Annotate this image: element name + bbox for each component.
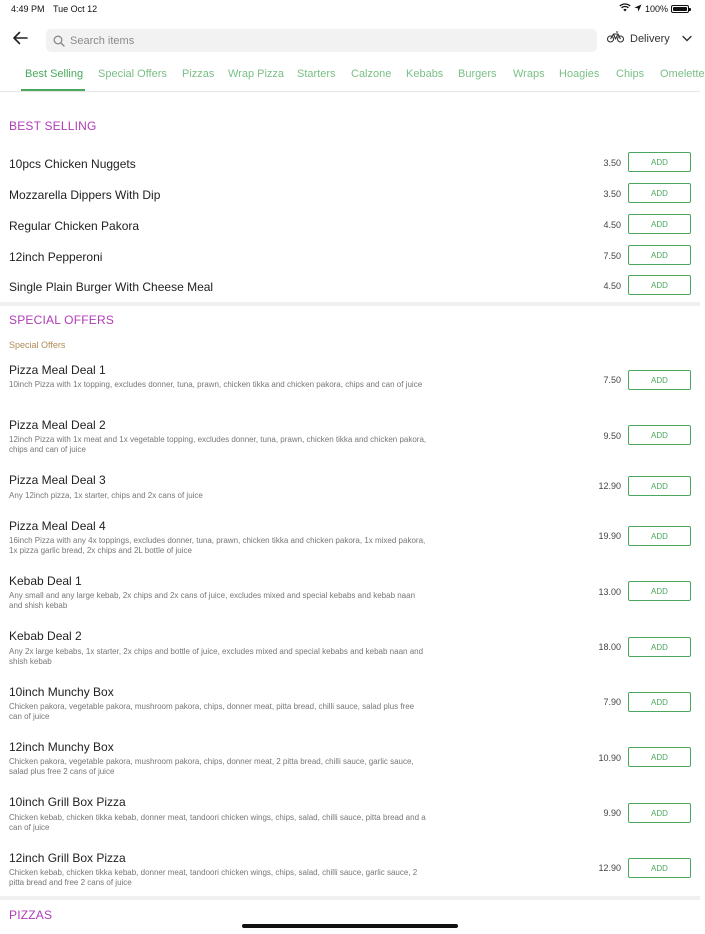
tab-omelette[interactable]: Omelette	[660, 68, 705, 80]
add-button[interactable]: ADD	[628, 476, 691, 496]
section-title-pizzas: PIZZAS	[9, 908, 53, 922]
add-button[interactable]: ADD	[628, 275, 691, 295]
section-title-best-selling: BEST SELLING	[9, 119, 97, 133]
search-bar[interactable]	[46, 29, 597, 52]
item-name: Pizza Meal Deal 2	[9, 418, 106, 432]
tab-hoagies[interactable]: Hoagies	[559, 68, 600, 80]
status-bar	[0, 0, 700, 18]
add-button[interactable]: ADD	[628, 370, 691, 390]
item-price: 10.90	[598, 753, 621, 763]
item-name: Mozzarella Dippers With Dip	[9, 188, 161, 202]
item-name: Kebab Deal 2	[9, 629, 82, 643]
item-description: Any 2x large kebabs, 1x starter, 2x chips and bottle of juice, excludes mixed and special kebabs and kebab naan and shish kebab	[9, 647, 424, 666]
add-button[interactable]: ADD	[628, 214, 691, 234]
delivery-selector[interactable]	[607, 31, 692, 46]
top-bar	[0, 26, 700, 54]
tab-special-offers[interactable]: Special Offers	[98, 68, 167, 80]
add-button[interactable]: ADD	[628, 637, 691, 657]
item-price: 12.90	[598, 863, 621, 873]
tab-best-selling[interactable]: Best Selling	[25, 68, 84, 80]
item-name: Pizza Meal Deal 1	[9, 363, 106, 377]
item-name: 12inch Pepperoni	[9, 250, 103, 264]
item-price: 9.50	[603, 431, 621, 441]
tab-calzone[interactable]: Calzone	[351, 68, 392, 80]
tab-kebabs[interactable]: Kebabs	[406, 68, 444, 80]
subsection-title: Special Offers	[9, 340, 66, 350]
item-name: 10inch Munchy Box	[9, 685, 114, 699]
tab-chips[interactable]: Chips	[616, 68, 645, 80]
chevron-down-icon	[682, 33, 692, 45]
item-price: 3.50	[603, 158, 621, 168]
item-name: Single Plain Burger With Cheese Meal	[9, 280, 214, 294]
item-price: 4.50	[603, 220, 621, 230]
item-description: Chicken kebab, chicken tikka kebab, donner meat, tandoori chicken wings, chips, salad, chilli sauce, garlic sauce, 2 pitta bread and free 2 cans of juice	[9, 868, 418, 887]
tab-wraps[interactable]: Wraps	[513, 68, 545, 80]
search-icon	[52, 34, 65, 47]
item-price: 18.00	[598, 642, 621, 652]
add-button[interactable]: ADD	[628, 581, 691, 601]
item-name: 10pcs Chicken Nuggets	[9, 157, 136, 171]
tab-burgers[interactable]: Burgers	[458, 68, 497, 80]
tab-wrap-pizza[interactable]: Wrap Pizza	[228, 68, 285, 80]
item-price: 12.90	[598, 481, 621, 491]
delivery-label: Delivery	[630, 32, 670, 45]
item-price: 7.50	[603, 375, 621, 385]
home-indicator	[242, 924, 458, 928]
battery-percent: 100%	[644, 3, 668, 14]
item-name: 10inch Grill Box Pizza	[9, 795, 126, 809]
item-price: 4.50	[603, 281, 621, 291]
item-price: 7.90	[603, 697, 621, 707]
item-price: 19.90	[598, 531, 621, 541]
item-description: Any small and any large kebab, 2x chips and 2x cans of juice, excludes mixed and special kebabs and kebab naan and shish kebab	[9, 591, 416, 610]
add-button[interactable]: ADD	[628, 183, 691, 203]
item-price: 3.50	[603, 189, 621, 199]
status-date: Tue Oct 12	[53, 4, 98, 14]
add-button[interactable]: ADD	[628, 803, 691, 823]
status-time: 4:49 PM	[11, 4, 45, 14]
item-description: 16inch Pizza with any 4x toppings, excludes donner, tuna, prawn, chicken tikka and chicken pakora, 1x mixed pakora, 1x pizza garlic bread, 2x chips and 2L bottle of juice	[9, 536, 426, 555]
item-description: Chicken kebab, chicken tikka kebab, donner meat, tandoori chicken wings, chips, salad, chilli sauce, pitta bread and a can of juice	[9, 813, 426, 832]
add-button[interactable]: ADD	[628, 425, 691, 445]
item-description: Chicken pakora, vegetable pakora, mushroom pakora, chips, donner meat, pitta bread, chilli sauce, salad plus free can of juice	[9, 702, 415, 721]
add-button[interactable]: ADD	[628, 692, 691, 712]
item-name: Regular Chicken Pakora	[9, 219, 140, 233]
search-input[interactable]	[70, 35, 570, 47]
add-button[interactable]: ADD	[628, 526, 691, 546]
active-tab-indicator	[21, 89, 85, 91]
tab-pizzas[interactable]: Pizzas	[182, 68, 215, 80]
item-price: 9.90	[603, 808, 621, 818]
add-button[interactable]: ADD	[628, 152, 691, 172]
add-button[interactable]: ADD	[628, 245, 691, 265]
tab-starters[interactable]: Starters	[297, 68, 336, 80]
battery-icon	[671, 5, 689, 13]
bicycle-icon	[607, 31, 624, 46]
item-description: 12inch Pizza with 1x meat and 1x vegetable topping, excludes donner, tuna, prawn, chicken tikka and chicken pakora, chips and can of juice	[9, 435, 427, 454]
item-price: 7.50	[603, 251, 621, 261]
section-divider	[0, 302, 700, 306]
item-description: 10inch Pizza with 1x topping, excludes donner, tuna, prawn, chicken tikka and chicken pakora, chips and can of juice	[9, 380, 423, 389]
location-arrow-icon	[634, 4, 642, 14]
item-description: Chicken pakora, vegetable pakora, mushroom pakora, chips, donner meat, 2 pitta bread, chilli sauce, garlic sauce, salad plus free 2 cans of juice	[9, 757, 414, 776]
category-tabs	[0, 61, 705, 92]
status-indicators	[619, 3, 689, 14]
item-name: Pizza Meal Deal 4	[9, 519, 106, 533]
add-button[interactable]: ADD	[628, 747, 691, 767]
item-price: 13.00	[598, 587, 621, 597]
back-button[interactable]	[11, 31, 29, 49]
section-title-special-offers: SPECIAL OFFERS	[9, 313, 115, 327]
section-divider	[0, 896, 700, 900]
item-name: 12inch Munchy Box	[9, 740, 114, 754]
item-name: Kebab Deal 1	[9, 574, 82, 588]
item-name: Pizza Meal Deal 3	[9, 473, 106, 487]
arrow-left-icon	[12, 31, 28, 50]
item-name: 12inch Grill Box Pizza	[9, 851, 126, 865]
item-description: Any 12inch pizza, 1x starter, chips and 2x cans of juice	[9, 491, 203, 500]
wifi-icon	[619, 3, 631, 14]
add-button[interactable]: ADD	[628, 858, 691, 878]
